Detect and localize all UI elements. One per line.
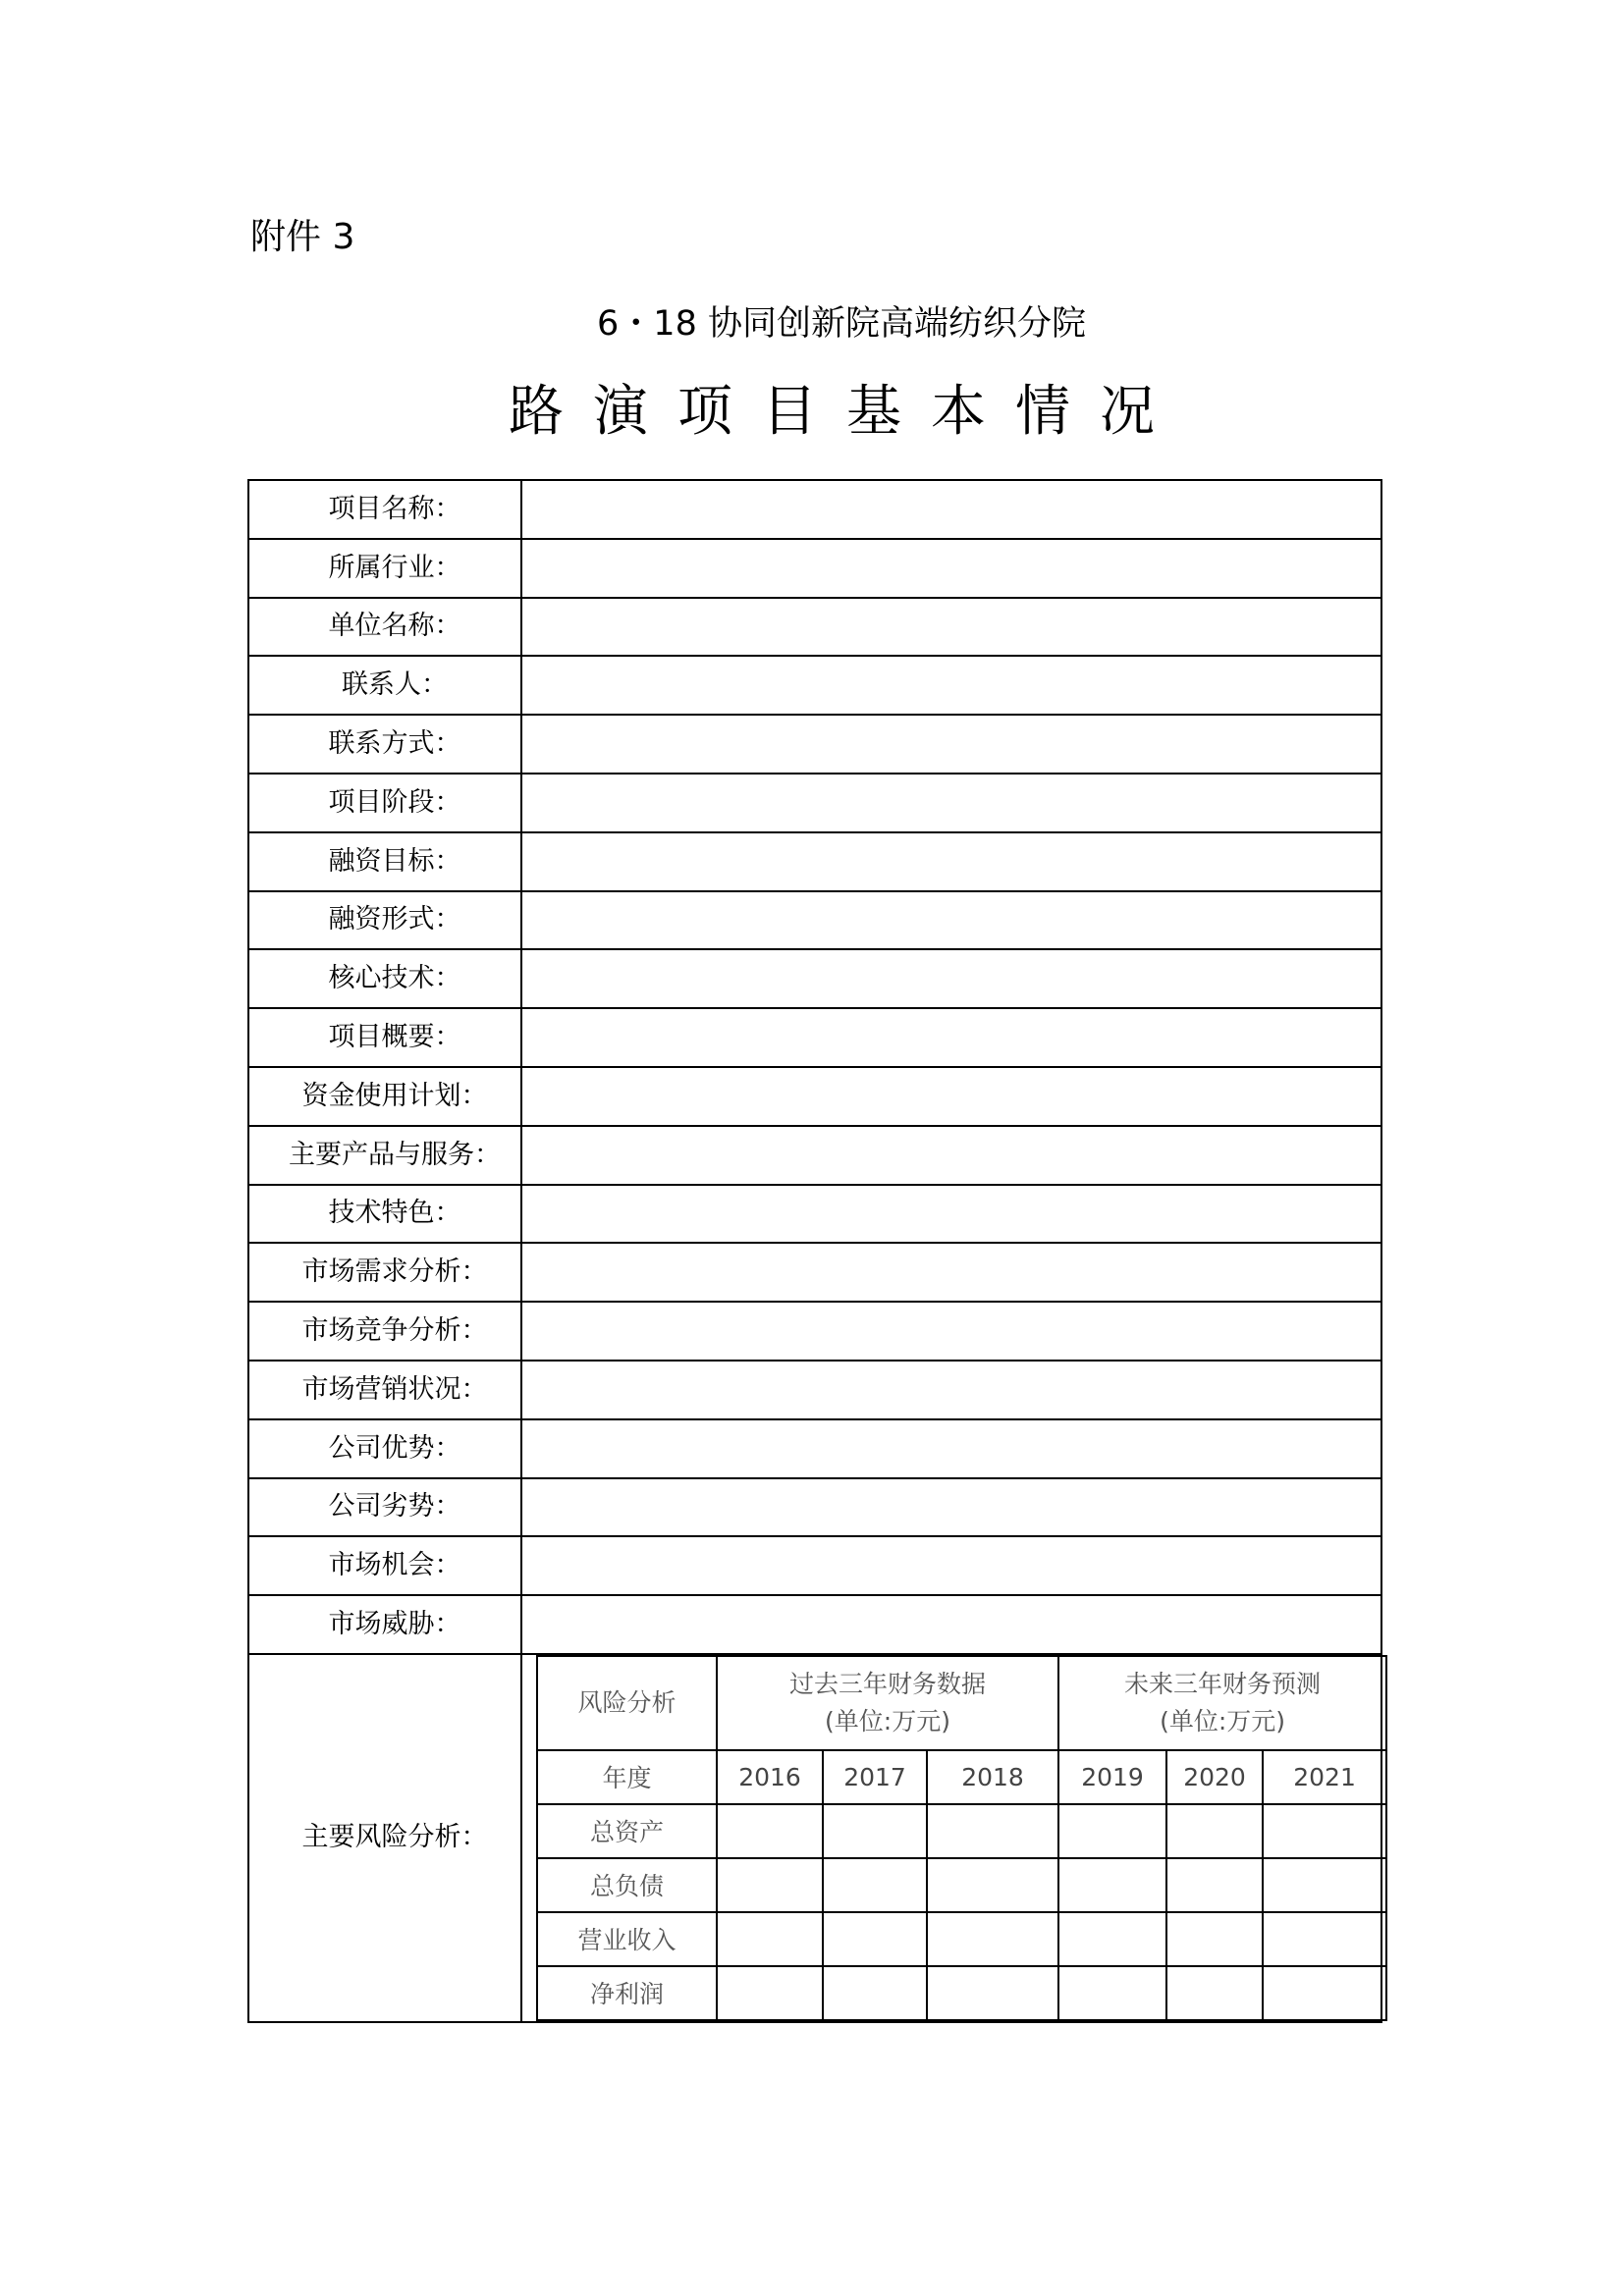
field-value[interactable] (521, 598, 1381, 657)
year-cell: 2018 (927, 1750, 1058, 1804)
field-label: 联系人： (248, 656, 521, 715)
risk-analysis-cell (521, 1654, 1381, 2022)
field-value[interactable] (521, 1008, 1381, 1067)
form-row (248, 1126, 1381, 1185)
form-row (248, 832, 1381, 891)
field-label: 单位名称： (248, 598, 521, 657)
field-label: 公司劣势： (248, 1478, 521, 1537)
form-row (248, 1595, 1381, 1654)
field-value[interactable] (521, 1185, 1381, 1244)
risk-analysis-label: 主要风险分析： (248, 1654, 521, 2022)
financial-value-cell[interactable] (1058, 1804, 1166, 1858)
year-header-row (537, 1750, 1386, 1804)
financial-value-cell[interactable] (823, 1858, 927, 1912)
form-row (248, 1361, 1381, 1419)
financial-row-total-liabilities (537, 1858, 1386, 1912)
financial-value-cell[interactable] (823, 1966, 927, 2020)
field-label: 融资目标： (248, 832, 521, 891)
form-row (248, 1302, 1381, 1361)
field-label: 项目概要： (248, 1008, 521, 1067)
field-value[interactable] (521, 1595, 1381, 1654)
financial-value-cell[interactable] (1166, 1858, 1263, 1912)
field-value[interactable] (521, 832, 1381, 891)
field-label: 市场需求分析： (248, 1243, 521, 1302)
financial-value-cell[interactable] (717, 1966, 823, 2020)
past-header-title: 过去三年财务数据 (789, 1669, 987, 1698)
field-value[interactable] (521, 1361, 1381, 1419)
field-label: 市场威胁： (248, 1595, 521, 1654)
form-row (248, 949, 1381, 1008)
financial-value-cell[interactable] (717, 1858, 823, 1912)
financial-value-cell[interactable] (1058, 1858, 1166, 1912)
risk-analysis-row (248, 1654, 1381, 2022)
financial-value-cell[interactable] (823, 1912, 927, 1966)
year-cell: 2020 (1166, 1750, 1263, 1804)
field-label: 融资形式： (248, 891, 521, 950)
financial-row-net-profit (537, 1966, 1386, 2020)
project-info-table (247, 479, 1382, 2023)
financial-row-label: 营业收入 (537, 1912, 717, 1966)
field-label: 公司优势： (248, 1419, 521, 1478)
financial-row-total-assets (537, 1804, 1386, 1858)
financial-row-revenue (537, 1912, 1386, 1966)
financial-value-cell[interactable] (1058, 1912, 1166, 1966)
form-row (248, 539, 1381, 598)
field-label: 联系方式： (248, 715, 521, 774)
past-financial-header (717, 1656, 1058, 1750)
field-value[interactable] (521, 891, 1381, 950)
past-header-unit: (单位:万元) (825, 1706, 950, 1735)
field-label: 市场营销状况： (248, 1361, 521, 1419)
future-financial-header (1058, 1656, 1386, 1750)
form-row (248, 1008, 1381, 1067)
future-header-unit: (单位:万元) (1160, 1706, 1286, 1735)
financial-value-cell[interactable] (1263, 1966, 1386, 2020)
financial-row-label: 总资产 (537, 1804, 717, 1858)
form-row (248, 1067, 1381, 1126)
financial-row-label: 净利润 (537, 1966, 717, 2020)
field-value[interactable] (521, 1067, 1381, 1126)
financial-value-cell[interactable] (927, 1858, 1058, 1912)
field-value[interactable] (521, 1478, 1381, 1537)
form-row (248, 1185, 1381, 1244)
form-row (248, 891, 1381, 950)
field-label: 市场机会： (248, 1536, 521, 1595)
field-value[interactable] (521, 1243, 1381, 1302)
field-value[interactable] (521, 656, 1381, 715)
field-value[interactable] (521, 539, 1381, 598)
year-cell: 2016 (717, 1750, 823, 1804)
financial-value-cell[interactable] (1263, 1912, 1386, 1966)
financial-value-cell[interactable] (717, 1804, 823, 1858)
financial-value-cell[interactable] (1166, 1804, 1263, 1858)
year-cell: 2021 (1263, 1750, 1386, 1804)
financial-value-cell[interactable] (927, 1804, 1058, 1858)
field-label: 资金使用计划： (248, 1067, 521, 1126)
form-row (248, 1243, 1381, 1302)
financial-value-cell[interactable] (1166, 1912, 1263, 1966)
field-value[interactable] (521, 949, 1381, 1008)
form-row (248, 598, 1381, 657)
form-row (248, 1536, 1381, 1595)
field-value[interactable] (521, 1419, 1381, 1478)
financial-data-table (536, 1655, 1387, 2021)
financial-value-cell[interactable] (1263, 1804, 1386, 1858)
document-title: 路演项目基本情况 (509, 380, 1184, 444)
financial-value-cell[interactable] (927, 1912, 1058, 1966)
field-value[interactable] (521, 1126, 1381, 1185)
form-row (248, 480, 1381, 539)
field-value[interactable] (521, 1302, 1381, 1361)
field-label: 核心技术： (248, 949, 521, 1008)
field-label: 技术特色： (248, 1185, 521, 1244)
field-value[interactable] (521, 715, 1381, 774)
year-cell: 2017 (823, 1750, 927, 1804)
future-header-title: 未来三年财务预测 (1124, 1669, 1322, 1698)
year-cell: 2019 (1058, 1750, 1166, 1804)
financial-header-row (537, 1656, 1386, 1750)
field-label: 项目阶段： (248, 774, 521, 832)
field-value[interactable] (521, 774, 1381, 832)
form-row (248, 715, 1381, 774)
year-label: 年度 (537, 1750, 717, 1804)
form-row (248, 1478, 1381, 1537)
form-row (248, 774, 1381, 832)
field-value[interactable] (521, 1536, 1381, 1595)
attachment-label: 附件 3 (250, 217, 355, 257)
financial-value-cell[interactable] (823, 1804, 927, 1858)
form-row (248, 1419, 1381, 1478)
field-label: 项目名称： (248, 480, 521, 539)
financial-value-cell[interactable] (927, 1966, 1058, 2020)
form-row (248, 656, 1381, 715)
field-label: 所属行业： (248, 539, 521, 598)
financial-value-cell[interactable] (1166, 1966, 1263, 2020)
field-value[interactable] (521, 480, 1381, 539)
field-label: 市场竞争分析： (248, 1302, 521, 1361)
financial-value-cell[interactable] (1263, 1858, 1386, 1912)
field-label: 主要产品与服务： (248, 1126, 521, 1185)
document-subtitle: 6・18 协同创新院高端纺织分院 (597, 304, 1086, 344)
financial-value-cell[interactable] (717, 1912, 823, 1966)
financial-value-cell[interactable] (1058, 1966, 1166, 2020)
financial-row-label: 总负债 (537, 1858, 717, 1912)
risk-analysis-corner: 风险分析 (537, 1656, 717, 1750)
